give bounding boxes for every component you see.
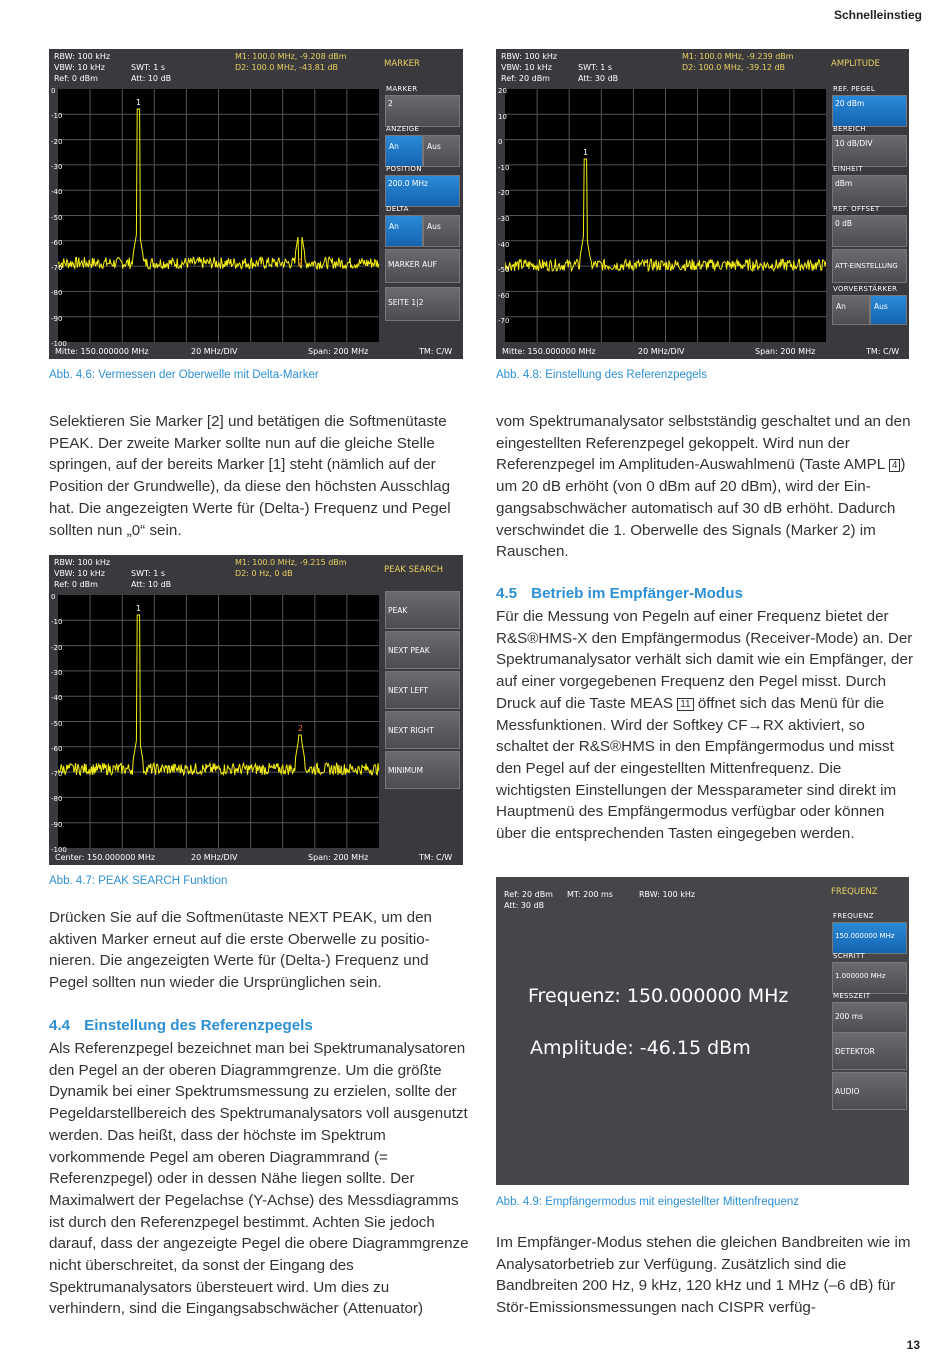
info-rbw: RBW: 100 kHz bbox=[639, 890, 696, 899]
att-setting-softkey[interactable]: ATT-EINSTELLUNG bbox=[832, 249, 907, 283]
info-settings: Ref: 20 dBm Att: 30 dB bbox=[504, 890, 553, 910]
marker-select-softkey[interactable]: 2 bbox=[385, 95, 460, 127]
paragraph-marker-peak: Selektieren Sie Marker [2] und betätigen die Softmenütaste PEAK. Der zweite Marker sollte nun auf die gleiche Stelle springen, auf der bereits Marker [1] steht (nämlich auf der Position der Grundwelle), da diese den höchsten Ausschlag hat. Die angezeigten Werte für (Delta-) Frequenz und Pegel sollten nun „0“ sein. bbox=[49, 413, 451, 539]
spectrum-trace bbox=[58, 89, 379, 342]
center-frequency: Mitte: 150.000000 MHz bbox=[502, 347, 596, 356]
sk-schritt-label: SCHRITT bbox=[833, 952, 866, 960]
spectrum-plot bbox=[58, 595, 379, 848]
sk-anzeige-label: ANZEIGE bbox=[386, 125, 420, 133]
key-ampl: 4 bbox=[889, 459, 901, 472]
sk-einheit-label: EINHEIT bbox=[833, 165, 863, 173]
y-tick-label: -20 bbox=[498, 189, 510, 198]
y-tick-label: -50 bbox=[498, 266, 510, 275]
frequency-readout: Frequenz: 150.000000 MHz bbox=[528, 985, 789, 1007]
paragraph-reference-level: Als Referenzpegel bezeichnet man bei Spektrumanalysatoren den Pegel an der oberen Diagrammgrenze. Um die größte Dynamik bei einer Spektrumsmessung zu erzielen, sollte der Pegeldarstellbereich des Spektrumanalysators voll ausgenutzt werden. Das heißt, dass der höchste im Spektrum vorkommende Pegel am oberen Diagrammrand (= Referenzpegel) oder in dessen Nähe liegen sollte. Der Maximalwert der Pegelachse (Y-Achse) des Messdiagramms ist durch den Referenzpegel bestimmt. Achten Sie jedoch darauf, dass der angezeigte Pegel die obere Diagrammgrenze nicht überschreitet, da sonst der Eingang des Spektrumanalysators übersteuert wird. Um dies zu verhindern, sind die Eingangsabschwächer (Attenuator) bbox=[49, 1040, 469, 1318]
span: Span: 200 MHz bbox=[308, 347, 369, 356]
figure-caption: Abb. 4.7: PEAK SEARCH Funktion bbox=[49, 875, 228, 887]
y-tick-label: -20 bbox=[51, 137, 63, 146]
y-tick-label: -60 bbox=[51, 744, 63, 753]
y-tick-label: 0 bbox=[498, 138, 503, 147]
y-tick-label: -70 bbox=[51, 264, 63, 273]
y-tick-label: -30 bbox=[51, 668, 63, 677]
info-settings: RBW: 100 kHz VBW: 10 kHz Ref: 20 dBm bbox=[501, 52, 558, 83]
spectrum-trace bbox=[58, 595, 379, 848]
sk-position-label: POSITION bbox=[386, 165, 422, 173]
paragraph-next-peak: Drücken Sie auf die Softmenütaste NEXT PEAK, um den aktiven Marker erneut auf die erste Oberwelle zu positionieren. Die angezeigten Werte für (Delta-) Frequenz und Pegel sollten nun wieder die Ursprünglichen sein. bbox=[49, 909, 432, 992]
info-measure-time: MT: 200 ms bbox=[567, 890, 613, 899]
div-scale: 20 MHz/DIV bbox=[191, 347, 238, 356]
screenshot-peak-search bbox=[49, 555, 463, 865]
y-tick-label: -60 bbox=[51, 238, 63, 247]
y-tick-label: -40 bbox=[51, 694, 63, 703]
peak-softkey[interactable]: PEAK bbox=[385, 591, 460, 629]
y-tick-label: -20 bbox=[51, 643, 63, 652]
paragraph-receiver-mode: Für die Messung von Pegeln auf einer Frequenz bietet der R&S®HMS-X den Empfängermodus (Receiver-Mode) an. Der Spektrumanalysator verhält sich damit wie ein Empfänger, der auf einer vorgegebenen Frequenz den Pegel misst. Durch Druck auf die Taste MEAS 11 öffnet sich das Menü für die Messfunktionen. Wird der Softkey CF→RX aktiviert, so schaltet der R&S®HMS in den Empfängermodus und misst den Pegel auf der eingestellten Mittenfrequenz. Die wichtigsten Einstellungen der Messparameter sind direkt im Hauptmenü des Empfängermodus verfügbar oder können über die entsprechenden Tasten eingegeben werden. bbox=[496, 608, 914, 843]
next-peak-softkey[interactable]: NEXT PEAK bbox=[385, 631, 460, 669]
section-number: 4.5 bbox=[496, 585, 518, 602]
step-softkey[interactable]: 1.000000 MHz bbox=[832, 962, 907, 994]
trace-mode: TM: C/W bbox=[866, 347, 900, 356]
marker-label: 1 bbox=[583, 148, 589, 157]
y-tick-label: 10 bbox=[498, 112, 507, 121]
trace-mode: TM: C/W bbox=[419, 853, 453, 862]
info-settings: RBW: 100 kHz VBW: 10 kHz Ref: 0 dBm bbox=[54, 52, 111, 83]
menu-title: PEAK SEARCH bbox=[384, 565, 443, 575]
section-heading-4-5 bbox=[496, 585, 743, 602]
screenshot-marker-menu bbox=[49, 49, 463, 359]
span: Span: 200 MHz bbox=[308, 853, 369, 862]
center-frequency: Mitte: 150.000000 MHz bbox=[55, 347, 149, 356]
sk-offset-label: REF. OFFSET bbox=[833, 205, 880, 213]
menu-title: FREQUENZ bbox=[831, 887, 878, 897]
y-tick-label: -60 bbox=[498, 291, 510, 300]
y-tick-label: -100 bbox=[51, 846, 67, 854]
next-left-softkey[interactable]: NEXT LEFT bbox=[385, 671, 460, 709]
y-tick-label: 0 bbox=[51, 593, 56, 601]
y-tick-label: -90 bbox=[51, 820, 63, 829]
delta-on-button[interactable]: An bbox=[385, 215, 423, 247]
paragraph-attenuator: vom Spektrumanalysator selbstständig geschaltet und an den eingestellten Referenzpegel gekoppelt. Wird nun der Referenzpegel im Amplituden-Auswahlmenü (Taste AMPL 4 ) um 20 dB erhöht (von 0 dBm auf 20 dBm), wird der Eingangsabschwächer automatisch auf 30 dB erhöht. Dadurch verschwindet die 1. Oberwelle des Signals (Marker 2) im Rauschen. bbox=[496, 413, 911, 561]
audio-softkey[interactable]: AUDIO bbox=[832, 1072, 907, 1110]
figure-caption: Abb. 4.6: Vermessen der Oberwelle mit Delta-Marker bbox=[49, 369, 319, 381]
y-tick-label: -80 bbox=[51, 289, 63, 298]
unit-softkey[interactable]: dBm bbox=[832, 175, 907, 207]
menu-title: AMPLITUDE bbox=[831, 59, 880, 69]
y-tick-label: -50 bbox=[51, 213, 63, 222]
figure-caption: Abb. 4.9: Empfängermodus mit eingestellter Mittenfrequenz bbox=[496, 1196, 799, 1208]
y-tick-label: -50 bbox=[51, 719, 63, 728]
marker-label: 2 bbox=[298, 258, 304, 267]
spectrum-trace bbox=[505, 89, 826, 342]
screenshot-amplitude-menu bbox=[496, 49, 909, 359]
sk-delta-label: DELTA bbox=[386, 205, 409, 213]
info-marker-readout: M1: 100.0 MHz, -9.208 dBm D2: 100.0 MHz, -43.81 dB bbox=[235, 52, 347, 72]
span: Span: 200 MHz bbox=[755, 347, 816, 356]
spectrum-plot bbox=[58, 89, 379, 342]
page-number: 13 bbox=[906, 1338, 920, 1352]
measure-time-softkey[interactable]: 200 ms bbox=[832, 1002, 907, 1034]
marker-auf-softkey[interactable]: MARKER AUF bbox=[385, 249, 460, 283]
section-number: 4.4 bbox=[49, 1017, 71, 1034]
y-tick-label: -10 bbox=[498, 163, 510, 172]
y-tick-label: -100 bbox=[51, 340, 67, 348]
y-tick-label: -70 bbox=[51, 770, 63, 779]
frequency-softkey[interactable]: 150.000000 MHz bbox=[832, 922, 907, 954]
y-tick-label: -10 bbox=[51, 112, 63, 121]
sk-refpegel-label: REF. PEGEL bbox=[833, 85, 876, 93]
amplitude-readout: Amplitude: -46.15 dBm bbox=[530, 1037, 751, 1059]
range-softkey[interactable]: 10 dB/DIV bbox=[832, 135, 907, 167]
figure-caption: Abb. 4.8: Einstellung des Referenzpegels bbox=[496, 369, 707, 381]
ref-level-softkey[interactable]: 20 dBm bbox=[832, 95, 907, 127]
preamp-on-button[interactable]: An bbox=[832, 295, 870, 325]
y-tick-label: -70 bbox=[498, 317, 510, 326]
info-settings: RBW: 100 kHz VBW: 10 kHz Ref: 0 dBm bbox=[54, 558, 111, 589]
anzeige-on-button[interactable]: An bbox=[385, 135, 423, 167]
y-tick-label: -90 bbox=[51, 314, 63, 323]
section-title: Einstellung des Referenzpegels bbox=[84, 1017, 313, 1034]
next-right-softkey[interactable]: NEXT RIGHT bbox=[385, 711, 460, 749]
info-marker-readout: M1: 100.0 MHz, -9.239 dBm D2: 100.0 MHz, -39.12 dB bbox=[682, 52, 794, 72]
info-marker-readout: M1: 100.0 MHz, -9.215 dBm D2: 0 Hz, 0 dB bbox=[235, 558, 347, 578]
sk-messzeit-label: MESSZEIT bbox=[833, 992, 871, 1000]
delta-off-button[interactable]: Aus bbox=[423, 215, 460, 247]
sk-bereich-label: BEREICH bbox=[833, 125, 866, 133]
sk-frequenz-label: FREQUENZ bbox=[833, 912, 874, 920]
detector-softkey[interactable]: DETEKTOR bbox=[832, 1032, 907, 1070]
y-tick-label: 20 bbox=[498, 87, 507, 95]
screenshot-receiver-mode bbox=[496, 877, 909, 1185]
paragraph-bandwidths: Im Empfänger-Modus stehen die gleichen Bandbreiten wie im Analysatorbetrieb zur Verfügung. Zusätzlich sind die Bandbreiten 200 Hz, 9 kHz, 120 kHz und 1 MHz (–6 dB) für Stör-Emissionsmessungen nach CISPR verfüg- bbox=[496, 1234, 911, 1317]
y-tick-label: -40 bbox=[51, 188, 63, 197]
center-frequency: Center: 150.000000 MHz bbox=[55, 853, 156, 862]
sk-marker-label: MARKER bbox=[386, 85, 418, 93]
section-heading-4-4 bbox=[49, 1017, 313, 1034]
y-tick-label: -80 bbox=[51, 795, 63, 804]
page-softkey[interactable]: SEITE 1|2 bbox=[385, 287, 460, 321]
y-tick-label: -30 bbox=[498, 215, 510, 223]
preamp-off-button[interactable]: Aus bbox=[870, 295, 907, 325]
y-tick-label: -40 bbox=[498, 240, 510, 249]
sk-vorv-label: VORVERSTÄRKER bbox=[833, 285, 898, 293]
spectrum-plot bbox=[505, 89, 826, 342]
trace-mode: TM: C/W bbox=[419, 347, 453, 356]
y-tick-label: -10 bbox=[51, 618, 63, 627]
section-title: Betrieb im Empfänger-Modus bbox=[531, 585, 743, 602]
info-sweep: SWT: 1 s Att: 30 dB bbox=[578, 63, 619, 83]
minimum-softkey[interactable]: MINIMUM bbox=[385, 751, 460, 789]
running-header: Schnelleinstieg bbox=[833, 8, 922, 22]
anzeige-off-button[interactable]: Aus bbox=[423, 135, 460, 167]
position-softkey[interactable]: 200.0 MHz bbox=[385, 175, 460, 207]
menu-title: MARKER bbox=[384, 59, 420, 69]
ref-offset-softkey[interactable]: 0 dB bbox=[832, 215, 907, 247]
key-meas: 11 bbox=[677, 698, 693, 711]
info-sweep: SWT: 1 s Att: 10 dB bbox=[131, 63, 172, 83]
info-sweep: SWT: 1 s Att: 10 dB bbox=[131, 569, 172, 589]
marker-label: 1 bbox=[136, 98, 142, 107]
marker-label: 2 bbox=[298, 724, 304, 733]
marker-label: 1 bbox=[136, 604, 142, 613]
y-tick-label: -30 bbox=[51, 162, 63, 171]
y-tick-label: 0 bbox=[51, 87, 56, 95]
div-scale: 20 MHz/DIV bbox=[191, 853, 238, 862]
div-scale: 20 MHz/DIV bbox=[638, 347, 685, 356]
